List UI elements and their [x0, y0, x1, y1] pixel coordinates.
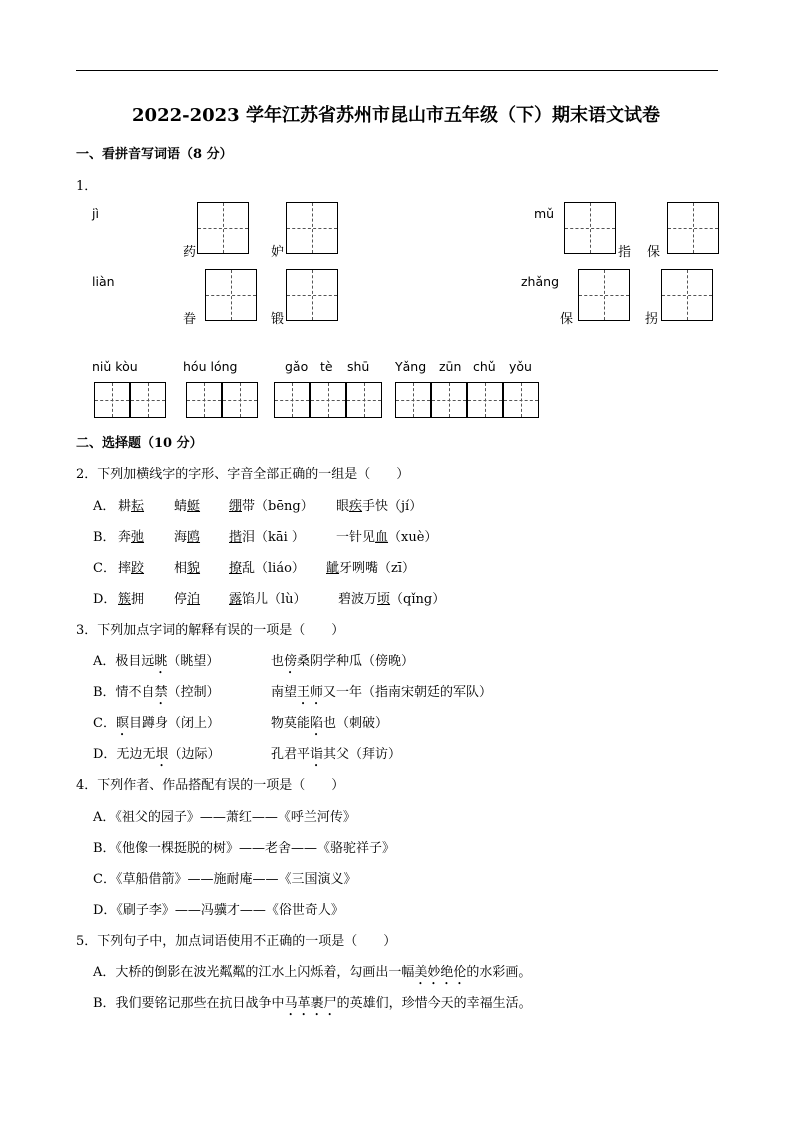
q2-a-word1: 耕耘: [118, 499, 145, 514]
q2-d-word1: 簇拥: [118, 592, 145, 607]
word-char: 保: [647, 245, 661, 260]
writing-box-small[interactable]: [431, 382, 467, 418]
pinyin-niukou: niǔ kòu: [92, 359, 138, 374]
q4-option-c[interactable]: C．《草船借箭》——施耐庵——《三国演义》: [93, 872, 357, 887]
writing-box-small[interactable]: [222, 382, 258, 418]
word-char: 拐: [645, 312, 659, 327]
pinyin-ji: jì: [92, 206, 99, 221]
header-rule: [76, 70, 718, 71]
q2-a-word4: 眼疾手快（jí）: [336, 499, 423, 514]
pinyin-yang: Yǎng: [395, 359, 427, 374]
word-char: 锻: [271, 312, 285, 327]
word-char: 眷: [183, 312, 197, 327]
q3-option-d[interactable]: D．无边无垠（边际）: [93, 747, 221, 762]
q3-option-c[interactable]: C．瞑目蹲身（闭上）: [93, 716, 220, 731]
q4-option-a[interactable]: A．《祖父的园子》——萧红——《呼兰河传》: [93, 810, 356, 825]
pinyin-shu: shū: [347, 359, 370, 374]
writing-box-small[interactable]: [467, 382, 503, 418]
word-char: 指: [618, 245, 632, 260]
writing-box[interactable]: [286, 269, 338, 321]
q2-a-word2: 蜻蜓: [174, 499, 201, 514]
q2-b-word3: 揩泪（kāi ）: [229, 530, 305, 545]
question1-number: 1．: [76, 179, 98, 194]
q5-option-b[interactable]: B．我们要铭记那些在抗日战争中马革裹尸的英雄们，珍惜今天的幸福生活。: [93, 996, 532, 1011]
pinyin-you: yǒu: [509, 359, 532, 374]
writing-box-small[interactable]: [503, 382, 539, 418]
q3-d-right: 孔君平诣其父（拜访）: [271, 747, 402, 762]
q2-c-word2: 相貌: [174, 561, 201, 576]
writing-box-small[interactable]: [274, 382, 310, 418]
writing-box-small[interactable]: [130, 382, 166, 418]
q2-c-word1: 摔跤: [118, 561, 145, 576]
word-char: 药: [183, 245, 197, 260]
q3-a-right: 也傍桑阴学种瓜（傍晚）: [271, 654, 415, 669]
q4-option-d[interactable]: D．《刷子李》——冯骥才——《俗世奇人》: [93, 903, 344, 918]
q2-b-word4: 一针见血（xuè）: [336, 530, 438, 545]
q2-d-word2: 停泊: [174, 592, 201, 607]
section2-heading: 二、选择题（10 分）: [76, 436, 203, 451]
question2-stem: 2．下列加横线字的字形、字音全部正确的一组是（ ）: [76, 467, 410, 482]
pinyin-te: tè: [320, 359, 333, 374]
word-char: 妒: [271, 245, 285, 260]
q3-b-right: 南望王师又一年（指南宋朝廷的军队）: [271, 685, 493, 700]
writing-box[interactable]: [564, 202, 616, 254]
writing-box[interactable]: [286, 202, 338, 254]
question5-stem: 5．下列句子中，加点词语使用不正确的一项是（ ）: [76, 934, 397, 949]
writing-box[interactable]: [661, 269, 713, 321]
pinyin-zun: zūn: [439, 359, 462, 374]
q3-option-a[interactable]: A．极目远眺（眺望）: [93, 654, 220, 669]
writing-box[interactable]: [197, 202, 249, 254]
q2-option-b-label[interactable]: B．: [93, 530, 116, 545]
writing-box-small[interactable]: [346, 382, 382, 418]
q2-d-word4: 碧波万顷（qǐng）: [338, 592, 446, 607]
writing-box-small[interactable]: [310, 382, 346, 418]
q5-option-a[interactable]: A．大桥的倒影在波光粼粼的江水上闪烁着，勾画出一幅美妙绝伦的水彩画。: [93, 965, 532, 980]
pinyin-chu: chǔ: [473, 359, 496, 374]
q2-option-c-label[interactable]: C．: [93, 561, 116, 576]
q2-b-word1: 奔弛: [118, 530, 145, 545]
q2-option-a-label[interactable]: A．: [93, 499, 116, 514]
pinyin-houlong: hóu lóng: [183, 359, 238, 374]
q2-c-word3: 撩乱（liáo）: [229, 561, 305, 576]
q3-option-b[interactable]: B．情不自禁（控制）: [93, 685, 220, 700]
q2-c-word4: 龇牙咧嘴（zī）: [326, 561, 416, 576]
writing-box-small[interactable]: [186, 382, 222, 418]
page-title: 2022-2023 学年江苏省苏州市昆山市五年级（下）期末语文试卷: [132, 105, 660, 126]
q2-b-word2: 海鸥: [174, 530, 201, 545]
writing-box-small[interactable]: [94, 382, 130, 418]
q2-option-d-label[interactable]: D．: [93, 592, 117, 607]
writing-box[interactable]: [578, 269, 630, 321]
section1-heading: 一、看拼音写词语（8 分）: [76, 147, 233, 162]
writing-box[interactable]: [205, 269, 257, 321]
pinyin-mu: mǔ: [534, 206, 555, 221]
question4-stem: 4．下列作者、作品搭配有误的一项是（ ）: [76, 778, 345, 793]
pinyin-lian: liàn: [92, 274, 115, 289]
q3-c-right: 物莫能陷也（刺破）: [271, 716, 389, 731]
q2-d-word3: 露馅儿（lù）: [229, 592, 307, 607]
pinyin-gao: gǎo: [285, 359, 309, 374]
writing-box-small[interactable]: [395, 382, 431, 418]
writing-box[interactable]: [667, 202, 719, 254]
pinyin-zhang: zhǎng: [521, 274, 560, 289]
q2-a-word3: 绷带（bēng）: [229, 499, 314, 514]
word-char: 保: [560, 312, 574, 327]
q4-option-b[interactable]: B．《他像一棵挺脱的树》——老舍——《骆驼祥子》: [93, 841, 396, 856]
question3-stem: 3．下列加点字词的解释有误的一项是（ ）: [76, 623, 345, 638]
